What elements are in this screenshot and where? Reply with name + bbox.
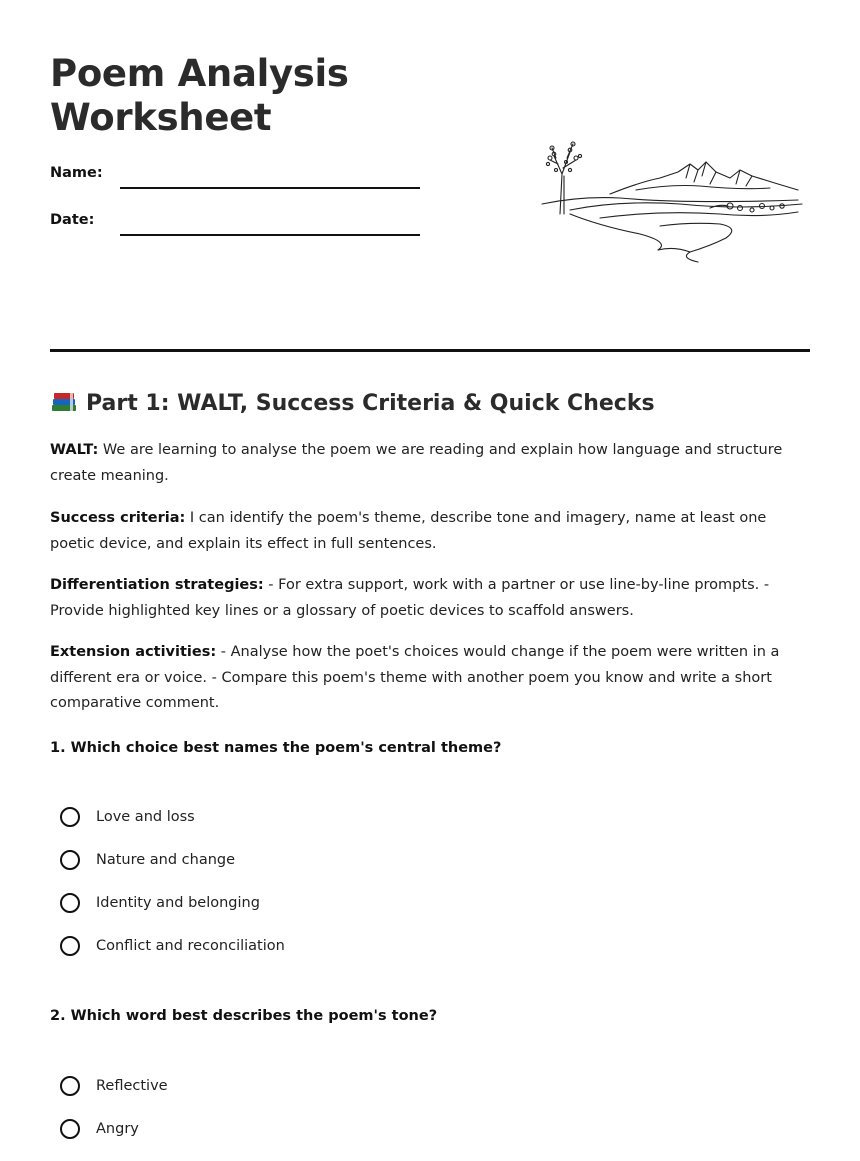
walt-label: WALT: bbox=[50, 442, 99, 458]
success-criteria-paragraph bbox=[50, 506, 814, 557]
header-divider bbox=[50, 349, 810, 352]
success-criteria-label: Success criteria: bbox=[50, 510, 186, 526]
differentiation-text: - For extra support, work with a partner or use line-by-line prompts. - Provide highlighted key lines or a glossary of poetic devices to scaffold answers. bbox=[50, 577, 770, 619]
q1-option-nature-and-change[interactable] bbox=[60, 847, 235, 873]
walt-text: We are learning to analyse the poem we are reading and explain how language and structure create meaning. bbox=[50, 442, 783, 484]
question-1: 1. Which choice best names the poem's central theme? bbox=[50, 740, 502, 756]
option-label: Angry bbox=[96, 1121, 139, 1137]
radio-button[interactable] bbox=[60, 893, 80, 913]
name-label: Name: bbox=[50, 165, 103, 181]
option-label: Nature and change bbox=[96, 852, 236, 868]
radio-button[interactable] bbox=[60, 1076, 80, 1096]
name-field-line[interactable] bbox=[120, 187, 420, 189]
radio-button[interactable] bbox=[60, 850, 80, 870]
part-1-heading bbox=[50, 388, 655, 420]
extension-label: Extension activities: bbox=[50, 644, 217, 660]
radio-button[interactable] bbox=[60, 1119, 80, 1139]
question-2: 2. Which word best describes the poem's tone? bbox=[50, 1008, 438, 1024]
date-label: Date: bbox=[50, 212, 95, 228]
walt-paragraph bbox=[50, 438, 814, 489]
radio-button[interactable] bbox=[60, 807, 80, 827]
differentiation-paragraph bbox=[50, 573, 814, 624]
option-label: Reflective bbox=[96, 1078, 168, 1094]
worksheet-page bbox=[50, 0, 810, 1161]
option-label: Love and loss bbox=[96, 809, 195, 825]
option-label: Conflict and reconciliation bbox=[96, 938, 285, 954]
q1-option-conflict-and-reconciliation[interactable] bbox=[60, 933, 285, 959]
extension-paragraph bbox=[50, 640, 814, 717]
q2-option-reflective[interactable] bbox=[60, 1073, 168, 1099]
radio-button[interactable] bbox=[60, 936, 80, 956]
page-title bbox=[50, 52, 349, 140]
success-criteria-text: I can identify the poem's theme, describe tone and imagery, name at least one poetic device, and explain its effect in full sentences. bbox=[50, 510, 767, 552]
extension-text: - Analyse how the poet's choices would change if the poem were written in a different era or voice. - Compare this poem's theme with another poem you know and write a short comparative comment. bbox=[50, 644, 780, 711]
q1-option-love-and-loss[interactable] bbox=[60, 804, 195, 830]
q2-option-angry[interactable] bbox=[60, 1116, 139, 1142]
page-title-line-1: Poem Analysis bbox=[50, 52, 349, 95]
option-label: Identity and belonging bbox=[96, 895, 260, 911]
date-field-line[interactable] bbox=[120, 234, 420, 236]
worksheet-header bbox=[50, 0, 810, 352]
landscape-illustration-icon bbox=[540, 134, 804, 266]
part-1-title: Part 1: WALT, Success Criteria & Quick Checks bbox=[86, 391, 655, 416]
page-title-line-2: Worksheet bbox=[50, 96, 272, 139]
differentiation-label: Differentiation strategies: bbox=[50, 577, 264, 593]
books-icon bbox=[50, 389, 78, 413]
q1-option-identity-and-belonging[interactable] bbox=[60, 890, 260, 916]
